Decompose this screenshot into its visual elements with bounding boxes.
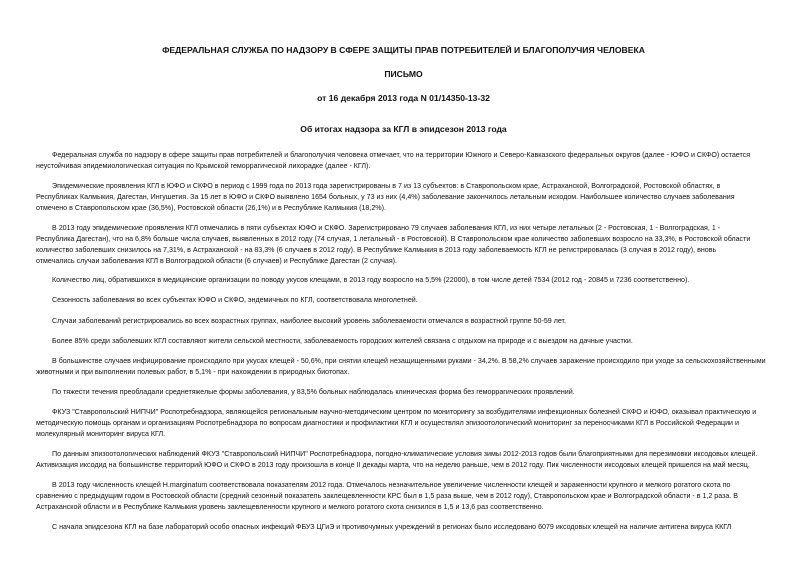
paragraph-line: количество заболевших снизилось на 7,31%, в Астраханской - на 83,3% (6 случаев в 2012 году). В Республике Калмыкия в 2013 году заболеваемость КГЛ не регистрировалась (3 случая в 2012 году), вновь <box>36 246 717 254</box>
paragraph-3 <box>36 223 807 267</box>
paragraph-line: отмечено в Ставропольском крае (36,5%), Ростовской области (26,1%) и в Республике Калмыкия (18,2%). <box>36 204 386 212</box>
paragraph-1 <box>36 150 807 172</box>
paragraph-10 <box>36 407 807 440</box>
paragraph-line: неустойчивая эпидемиологическая ситуация по Крымской геморрагической лихорадке (далее - КГЛ). <box>36 162 371 170</box>
paragraph-line: молекулярный мониторинг вируса КГЛ. <box>36 430 166 438</box>
paragraph-5 <box>36 295 807 306</box>
paragraph-line: ФКУЗ "Ставропольский НИПЧИ" Роспотребнадзора, являющейся региональным научно-методическим центром по мониторингу за возбудителями инфекционных болезней СКФО и ЮФО, оказывал практическую и <box>52 408 757 416</box>
paragraph-line: Республика Дагестан), что на 6,8% больше числа случаев, выявленных в 2012 году (74 случая, 1 летальный - в Ростовской). В Ставропольском крае количество заболевших возросло на 33,3%, в Ростовской области <box>36 235 751 243</box>
paragraph-line: сравнению с предыдущим годом в Ростовской области (средний сезонный показатель заклещевленности КРС был в 1,5 раза выше, чем в 2012 году), Ставропольском крае и Волгоградской области - в 1,2 раза. В <box>36 492 738 500</box>
paragraph-line: Случаи заболеваний регистрировались во всех возрастных группах, наиболее высокий уровень заболеваемости отмечался в возрастной группе 50-59 лет. <box>52 317 566 325</box>
paragraph-line: С начала эпидсезона КГЛ на базе лабораторий особо опасных инфекций ФБУЗ ЦГиЭ и противочумных учреждений в регионах было исследовано 6079 иксодовых клещей на наличие антигена вируса ККГЛ <box>52 523 732 531</box>
paragraph-line: отмечались случаи заболевания КГЛ в Волгоградской области (6 случаев) и Республике Дагестан (2 случая). <box>36 257 398 265</box>
paragraph-4 <box>36 275 807 286</box>
paragraph-line: животными и при выполнении полевых работ, в 5,1% - при нахождении в природных биотопах. <box>36 368 350 376</box>
paragraph-line: По данным эпизоотологических наблюдений ФКУЗ "Ставропольский НИПЧИ" Роспотребнадзора, погодно-климатические условия зимы 2012-2013 годов были благоприятными для перезимовки иксодовых клещей. <box>52 450 758 458</box>
paragraph-13 <box>36 522 807 533</box>
paragraph-6 <box>36 316 807 327</box>
paragraph-line: В большинстве случаев инфицирование происходило при укусах клещей - 50,6%, при снятии клещей незащищенными руками - 34,2%. В 58,2% случаев заражение происходило при уходе за сельскохозяйственными <box>52 357 766 365</box>
paragraph-7 <box>36 336 807 347</box>
document-subject: Об итогах надзора за КГЛ в эпидсезон 2013 года <box>300 124 507 134</box>
paragraph-line: Федеральная служба по надзору в сфере защиты прав потребителей и благополучия человека отмечает, что на территории Южного и Северо-Кавказского федеральных округов (далее - ЮФО и СКФО) остается <box>52 151 751 159</box>
paragraph-line: Активизация иксодид на большинстве территорий ЮФО и СКФО в 2013 году произошла в конце II декады марта, что на неделю раньше, чем в 2012 году. Пик численности иксодовых клещей пришелся на май месяц. <box>36 461 750 469</box>
paragraph-line: Сезонность заболевания во всех субъектах ЮФО и СКФО, эндемичных по КГЛ, соответствовала многолетней. <box>52 296 418 304</box>
paragraph-2 <box>36 181 807 214</box>
paragraph-line: Республиках Калмыкия, Дагестан, Ингушетия. За 15 лет в ЮФО и СКФО выявлено 1654 больных, у 73 из них (4,4%) заболевание закончилось летальным исходом. Наибольшее количество случаев заболевания <box>36 193 735 201</box>
paragraph-line: Более 85% среди заболевших КГЛ составляют жители сельской местности, заболеваемость городских жителей связана с отдыхом на природе и с выездом на дачные участки. <box>52 337 633 345</box>
paragraph-line: Астраханской области и в Республике Калмыкия уровень заклещевленности крупного и мелкого рогатого скота снизился в 1,5 и 13,6 раз соответственно. <box>36 503 544 511</box>
paragraph-9 <box>36 387 807 398</box>
paragraph-8 <box>36 356 807 378</box>
paragraph-11 <box>36 449 807 471</box>
document-date-number: от 16 декабря 2013 года N 01/14350-13-32 <box>317 93 490 103</box>
paragraph-line: Количество лиц, обратившихся в медицинские организации по поводу укусов клещами, в 2013 году возросло на 5,5% (22000), в том числе детей 7534 (2012 год - 20845 и 7236 соответственно). <box>52 276 690 284</box>
paragraph-line: В 2013 году эпидемические проявления КГЛ отмечались в пяти субъектах ЮФО и СКФО. Зарегистрировано 79 случаев заболевания КГЛ, из них четыре летальных (2 - Ростовская, 1 - Волгоградская, 1 - <box>52 224 721 232</box>
paragraph-line: Эпидемические проявления КГЛ в ЮФО и СКФО в период с 1999 года по 2013 года зарегистрированы в 7 из 13 субъектов: в Ставропольском крае, Астраханской, Волгоградской, Ростовской областях, в <box>52 182 721 190</box>
paragraph-12 <box>36 480 807 513</box>
agency-heading: ФЕДЕРАЛЬНАЯ СЛУЖБА ПО НАДЗОРУ В СФЕРЕ ЗАЩИТЫ ПРАВ ПОТРЕБИТЕЛЕЙ И БЛАГОПОЛУЧИЯ ЧЕЛОВЕКА <box>162 45 645 55</box>
document-type: ПИСЬМО <box>384 69 423 79</box>
paragraph-line: методическую помощь органам и организациям Роспотребнадзора по вопросам диагностики и профилактики КГЛ и осуществлял эпизоотологический мониторинг за переносчиками КГЛ в Российской Федерации и <box>36 419 739 427</box>
paragraph-line: В 2013 году численность клещей H.marginatum соответствовала показателям 2012 года. Отмечалось незначительное увеличение численности клещей и зараженности крупного и мелкого рогатого скота по <box>52 481 731 489</box>
paragraph-line: По тяжести течения преобладали среднетяжелые формы заболевания, у 83,5% больных наблюдалась клиническая форма без геморрагических проявлений. <box>52 388 575 396</box>
